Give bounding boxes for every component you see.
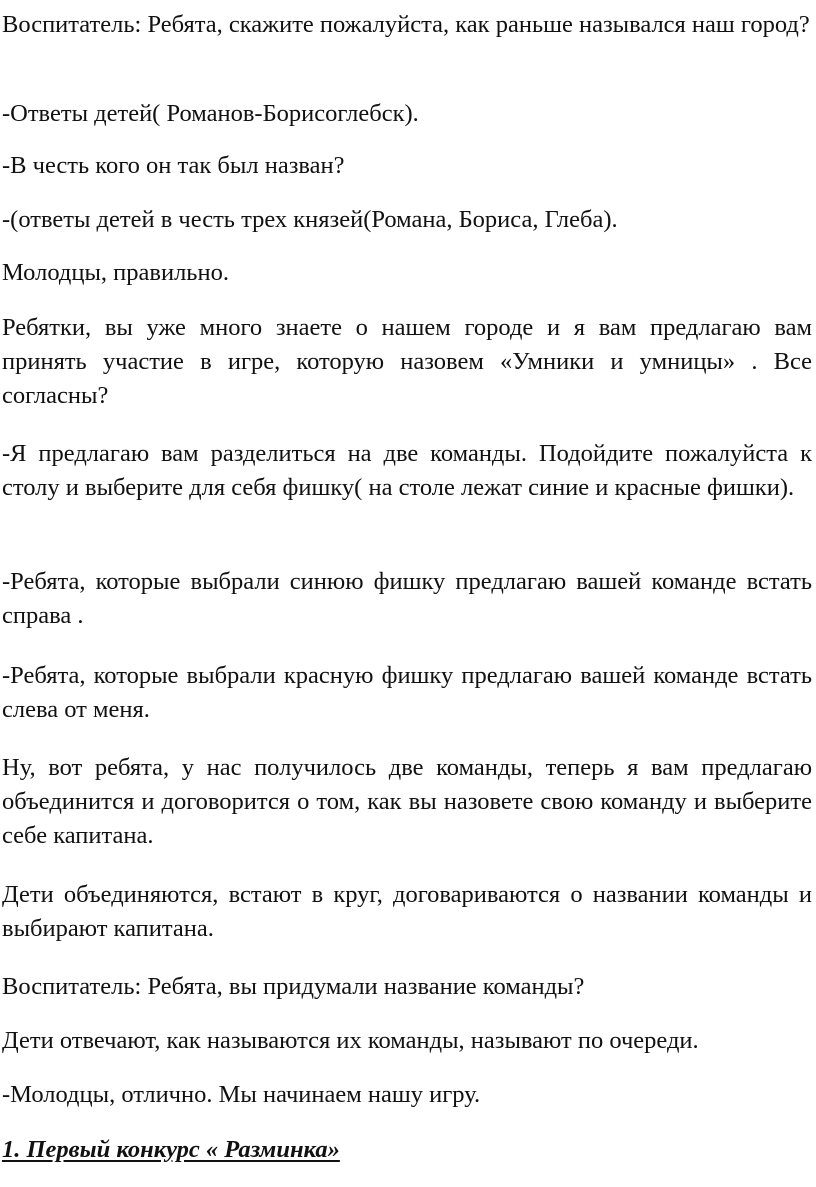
paragraph-question-team-name: Воспитатель: Ребята, вы придумали название команды? [2,973,585,1000]
section-heading-first-contest: 1. Первый конкурс « Разминка» [2,1136,340,1163]
paragraph-game-start: -Молодцы, отлично. Мы начинаем нашу игру. [2,1081,481,1108]
paragraph-praise: Молодцы, правильно. [2,259,229,286]
paragraph-children-answer-princes: -(ответы детей в честь трех князей(Романа, Бориса, Глеба). [2,206,618,233]
paragraph-children-team-names: Дети отвечают, как называются их команды, называют по очереди. [2,1027,699,1054]
paragraph-red-team: -Ребята, которые выбрали красную фишку предлагаю вашей команде встать слева от меня. [2,662,812,723]
paragraph-question-city-name: Воспитатель: Ребята, скажите пожалуйста, как раньше назывался наш город? [2,11,810,38]
paragraph-game-invitation: Ребятки, вы уже много знаете о нашем городе и я вам предлагаю вам принять участие в игре, которую назовем «Умники и умницы» . Все согласны? [2,314,812,409]
paragraph-question-named-after: -В честь кого он так был назван? [2,152,345,179]
paragraph-blue-team: -Ребята, которые выбрали синюю фишку предлагаю вашей команде встать справа . [2,568,812,629]
paragraph-split-teams: -Я предлагаю вам разделиться на две команды. Подойдите пожалуйста к столу и выберите для себя фишку( на столе лежат синие и красные фишки). [2,440,812,501]
paragraph-team-name-captain: Ну, вот ребята, у нас получилось две команды, теперь я вам предлагаю объединится и договорится о том, как вы назовете свою команду и выберите себе капитана. [2,754,812,849]
paragraph-children-circle: Дети объединяются, встают в круг, договариваются о названии команды и выбирают капитана. [2,881,812,942]
paragraph-children-answer-city: -Ответы детей( Романов-Борисоглебск). [2,100,419,127]
